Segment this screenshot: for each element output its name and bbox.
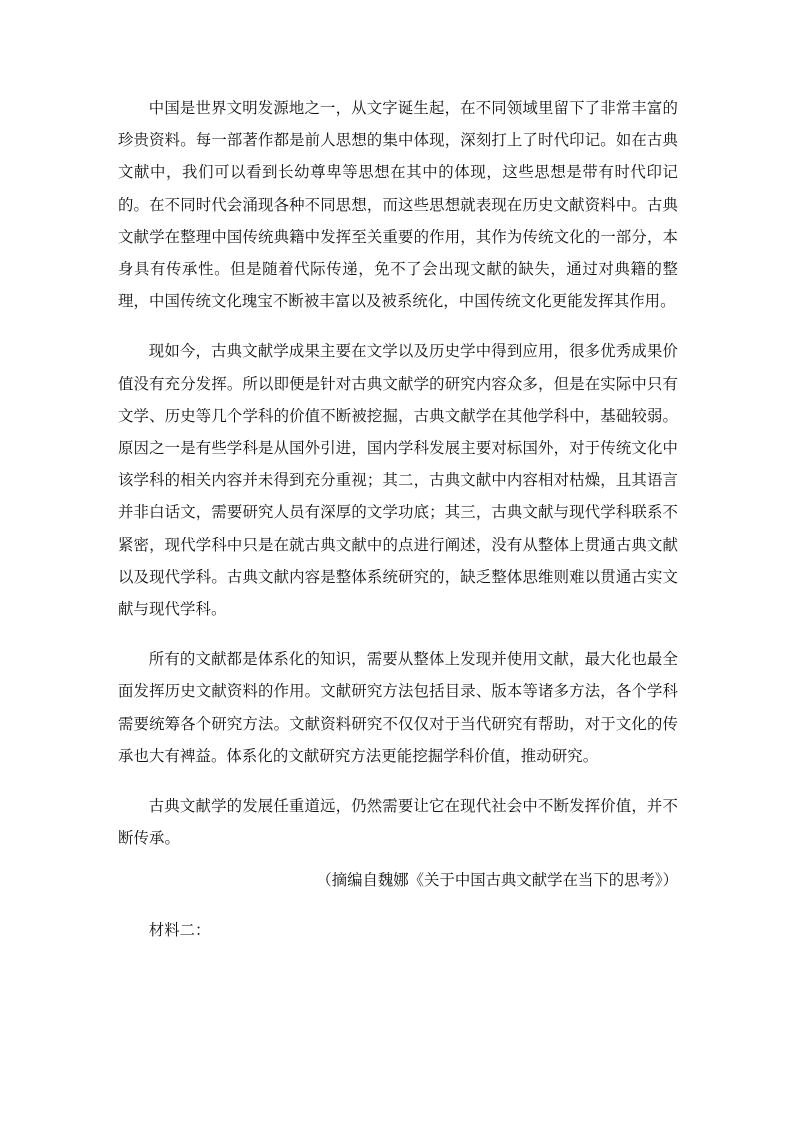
paragraph-2: 现如今，古典文献学成果主要在文学以及历史学中得到应用，很多优秀成果价值没有充分发挥。所以即便是针对古典文献学的研究内容众多，但是在实际中只有文学、历史等几个学科的价值不断被挖掘，古典文献学在其他学科中，基础较弱。原因之一是有些学科是从国外引进，国内学科发展主要对标国外，对于传统文化中该学科的相关内容并未得到充分重视；其二，古典文献中内容相对枯燥，且其语言并非白话文，需要研究人员有深厚的文学功底；其三，古典文献与现代学科联系不紧密，现代学科中只是在就古典文献中的点进行阐述，没有从整体上贯通古典文献以及现代学科。古典文献内容是整体系统研究的，缺乏整体思维则难以贯通古实文献与现代学科。 [118, 342, 678, 619]
paragraph-gap [118, 625, 678, 643]
paragraph-1: 中国是世界文明发源地之一，从文字诞生起，在不同领域里留下了非常丰富的珍贵资料。每一部著作都是前人思想的集中体现，深刻打上了时代印记。如在古典文献中，我们可以看到长幼尊卑等思想在其中的体现，这些思想是带有时代印记的。在不同时代会涌现各种不同思想，而这些思想就表现在历史文献资料中。古典文献学在整理中国传统典籍中发挥至关重要的作用，其作为传统文化的一部分，本身具有传承性。但是随着代际传递，免不了会出现文献的缺失，通过对典籍的整理，中国传统文化瑰宝不断被丰富以及被系统化，中国传统文化更能发挥其作用。 [118, 99, 678, 311]
paragraph-4: 古典文献学的发展任重道远，仍然需要让它在现代社会中不断发挥价值，并不断传承。 [118, 797, 678, 848]
paragraph-3: 所有的文献都是体系化的知识，需要从整体上发现并使用文献，最大化也最全面发挥历史文献资料的作用。文献研究方法包括目录、版本等诸多方法，各个学科需要统筹各个研究方法。文献资料研究不仅仅对于当代研究有帮助，对于文化的传承也大有裨益。体系化的文献研究方法更能挖掘学科价值，推动研究。 [118, 650, 678, 765]
material-two-label: 材料二： [148, 921, 211, 940]
paragraph-gap [118, 772, 678, 790]
document-body [118, 92, 678, 946]
source-citation: （摘编自魏娜《关于中国古典文献学在当下的思考》） [316, 871, 678, 890]
paragraph-gap [118, 317, 678, 335]
